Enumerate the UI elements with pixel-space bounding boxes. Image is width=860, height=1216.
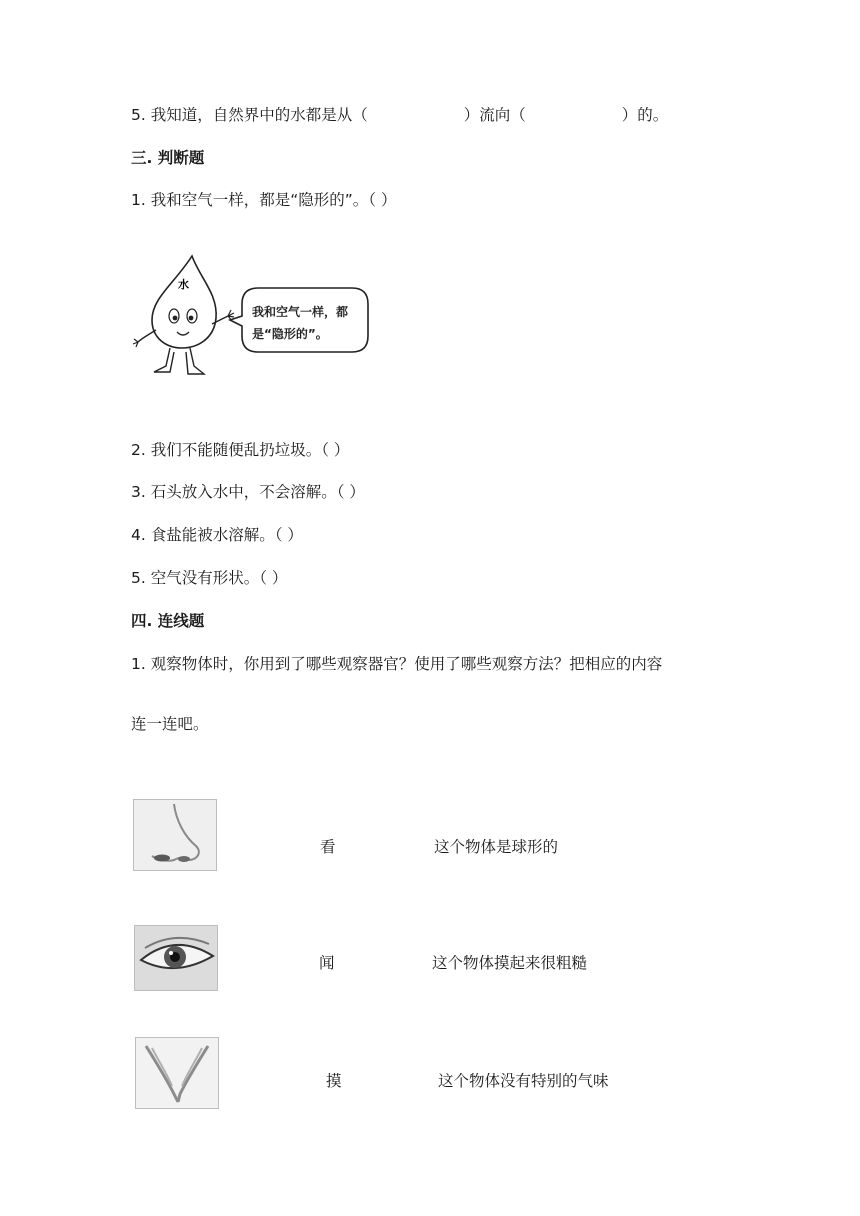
matching-q1-line-1: 1. 观察物体时，你用到了哪些观察器官？使用了哪些观察方法？把相应的内容: [131, 655, 663, 673]
drop-label: 水: [178, 278, 189, 291]
nose-picture: [133, 799, 217, 871]
judge-q4: 4. 食盐能被水溶解。（ ）: [131, 526, 303, 544]
q5-suffix: ）的。: [621, 106, 669, 124]
matching-description-3[interactable]: 这个物体没有特别的气味: [438, 1072, 609, 1090]
eye-picture: [134, 925, 218, 991]
judge-q5: 5. 空气没有形状。（ ）: [131, 569, 288, 587]
judge-q1: 1. 我和空气一样，都是“隐形的”。（ ）: [131, 191, 397, 209]
fill-blank-q5: [131, 104, 668, 126]
q5-prefix: 5. 我知道，自然界中的水都是从（: [131, 106, 368, 124]
eye-image: [135, 926, 217, 990]
matching-action-1[interactable]: 看: [320, 838, 336, 856]
section-3-heading: 三. 判断题: [131, 149, 205, 167]
judge-q2: 2. 我们不能随便乱扔垃圾。（ ）: [131, 441, 350, 459]
nose-image: [134, 800, 216, 870]
matching-action-2[interactable]: 闻: [319, 954, 335, 972]
section-4-heading: 四. 连线题: [131, 612, 205, 630]
bubble-line-1: 我和空气一样，都: [252, 305, 349, 319]
bubble-line-2: 是“隐形的”。: [252, 327, 328, 341]
matching-q1-line-2: 连一连吧。: [131, 715, 209, 733]
hands-picture: [135, 1037, 219, 1109]
water-drop-character-illustration: [130, 248, 375, 388]
judge-q3: 3. 石头放入水中，不会溶解。（ ）: [131, 483, 365, 501]
q5-middle: ）流向（: [463, 106, 526, 124]
matching-description-1[interactable]: 这个物体是球形的: [434, 838, 559, 856]
water-drop-cartoon: [130, 248, 375, 388]
hands-image: [136, 1038, 218, 1108]
matching-description-2[interactable]: 这个物体摸起来很粗糙: [432, 954, 588, 972]
matching-action-3[interactable]: 摸: [326, 1072, 342, 1090]
